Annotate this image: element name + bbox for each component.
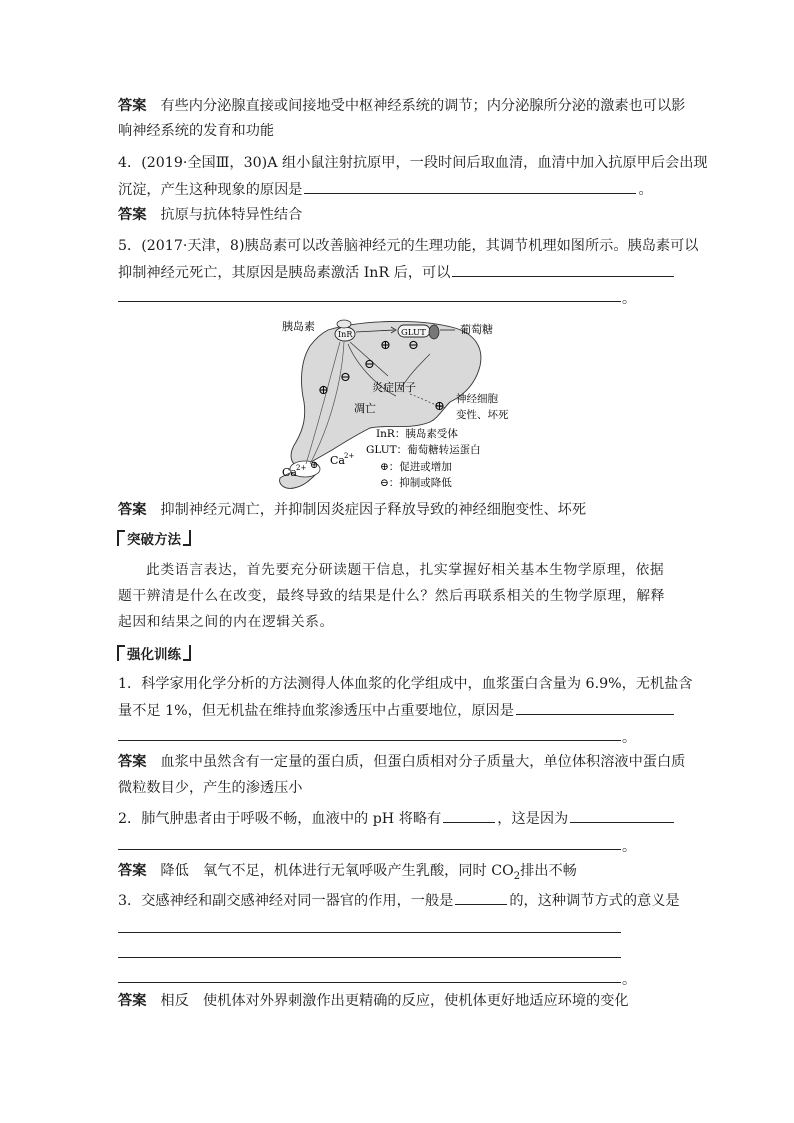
q4-end: 。 bbox=[638, 182, 653, 198]
q4-line-2 bbox=[118, 179, 653, 200]
t3-line-1 bbox=[118, 890, 680, 911]
method-heading bbox=[117, 530, 191, 549]
ca-label: Ca bbox=[282, 466, 297, 479]
t1-answer-blank-2[interactable] bbox=[118, 740, 621, 741]
ca-label-outside: Ca bbox=[330, 454, 345, 467]
minus-icon: ⊖ bbox=[340, 370, 351, 385]
training-title: 强化训练 bbox=[127, 647, 181, 663]
training-heading bbox=[117, 645, 191, 664]
t1-answer-text-2: 微粒数目少，产生的渗透压小 bbox=[118, 780, 303, 796]
prev-answer-text-1: 有些内分泌腺直接或间接地受中枢神经系统的调节；内分泌腺所分泌的激素也可以影 bbox=[160, 98, 686, 114]
q5-answer bbox=[118, 500, 586, 520]
t3-answer-a: 相反 bbox=[160, 993, 189, 1009]
q4-answer-text: 抗原与抗体特异性结合 bbox=[160, 207, 303, 223]
apoptosis-label: 凋亡 bbox=[354, 402, 376, 415]
t2-prompt-b: ，这是因为 bbox=[497, 811, 569, 827]
plus-icon: ⊕ bbox=[380, 338, 391, 353]
q4-prompt: 沉淀，产生这种现象的原因是 bbox=[118, 182, 303, 198]
plus-icon: ⊕ bbox=[310, 460, 319, 471]
t2-answer-a: 降低 bbox=[160, 863, 189, 879]
answer-tag: 答案 bbox=[118, 863, 147, 879]
t2-answer-subscript: 2 bbox=[513, 870, 521, 882]
q4-line-1: 4．(2019·全国Ⅲ，30)A 组小鼠注射抗原甲，一段时间后取血清，血清中加入抗原甲后会出现 bbox=[118, 155, 708, 171]
t2-end: 。 bbox=[622, 839, 636, 855]
prev-answer-line-1 bbox=[118, 96, 685, 116]
glut-label: GLUT bbox=[401, 328, 426, 338]
t3-answer bbox=[118, 991, 629, 1011]
t2-answer bbox=[118, 861, 577, 887]
answer-tag: 答案 bbox=[118, 993, 147, 1009]
answer-tag: 答案 bbox=[118, 754, 147, 770]
t1-end: 。 bbox=[622, 730, 636, 746]
t1-prompt: 量不足 1%，但无机盐在维持血浆渗透压中占重要地位，原因是 bbox=[118, 703, 514, 719]
plus-icon: ⊕ bbox=[318, 383, 329, 398]
insulin-label: 胰岛素 bbox=[282, 320, 315, 333]
t3-end: 。 bbox=[622, 972, 636, 988]
t2-answer-blank-1[interactable] bbox=[443, 808, 495, 823]
t3-answer-blank-1[interactable] bbox=[455, 890, 507, 905]
legend-plus: ⊕：促进或增加 bbox=[380, 461, 452, 473]
q5-prompt: 抑制神经元死亡，其原因是胰岛素激活 InR 后，可以 bbox=[118, 265, 451, 281]
answer-tag: 答案 bbox=[118, 98, 147, 114]
prev-answer-text-2: 响神经系统的发育和功能 bbox=[118, 123, 275, 139]
insulin-mechanism-diagram bbox=[270, 318, 540, 490]
q5-answer-blank-2[interactable] bbox=[118, 301, 621, 302]
method-title: 突破方法 bbox=[127, 532, 181, 548]
inr-label: InR bbox=[338, 330, 353, 339]
t2-answer-b: 氧气不足，机体进行无氧呼吸产生乳酸，同时 CO bbox=[202, 863, 514, 879]
t1-line-2 bbox=[118, 700, 676, 721]
t3-prompt-b: 的，这种调节方式的意义是 bbox=[509, 893, 680, 909]
t3-answer-blank-3[interactable] bbox=[118, 957, 621, 958]
q4-answer-blank[interactable] bbox=[304, 179, 636, 194]
neuron-label-1: 神经细胞 bbox=[456, 393, 498, 405]
t2-answer-blank-3[interactable] bbox=[118, 849, 621, 850]
insulin-molecule bbox=[337, 320, 351, 328]
q4-answer bbox=[118, 205, 302, 225]
t2-prompt-a: 2．肺气肿患者由于呼吸不畅，血液中的 pH 将略有 bbox=[118, 811, 442, 827]
plus-icon: ⊕ bbox=[434, 399, 445, 414]
glucose-label: 葡萄糖 bbox=[460, 323, 493, 336]
minus-icon: ⊖ bbox=[408, 338, 419, 353]
t3-answer-b: 使机体对外界刺激作出更精确的反应，使机体更好地适应环境的变化 bbox=[202, 993, 629, 1009]
legend-inr: InR：胰岛素受体 bbox=[376, 428, 458, 440]
t2-answer-c: 排出不畅 bbox=[520, 863, 577, 879]
minus-icon: ⊖ bbox=[364, 357, 375, 372]
legend-glut: GLUT：葡萄糖转运蛋白 bbox=[366, 444, 481, 456]
q5-line-1: 5．(2017·天津，8)胰岛素可以改善脑神经元的生理功能，其调节机理如图所示。胰岛素可以 bbox=[118, 238, 699, 254]
t3-answer-blank-4[interactable] bbox=[118, 982, 621, 983]
t3-answer-blank-2[interactable] bbox=[118, 932, 621, 933]
t1-answer-line-1 bbox=[118, 752, 685, 772]
t2-answer-blank-2[interactable] bbox=[570, 808, 674, 823]
neuron-label-2: 变性、坏死 bbox=[456, 409, 509, 421]
q5-end: 。 bbox=[622, 291, 636, 307]
inflammation-label: 炎症因子 bbox=[372, 381, 416, 394]
answer-tag: 答案 bbox=[118, 207, 147, 223]
t1-line-1: 1．科学家用化学分析的方法测得人体血浆的化学组成中，血浆蛋白含量为 6.9%，无机盐含 bbox=[118, 676, 693, 692]
method-paragraph: 此类语言表达，首先要充分研读题干信息，扎实掌握好相关基本生物学原理，依据题干辨清是什么在改变，最终导致的结果是什么？然后再联系相关的生物学原理，解释起因和结果之间的内在逻辑关系。 bbox=[118, 562, 666, 630]
t2-line-1 bbox=[118, 808, 676, 829]
q5-answer-text: 抑制神经元凋亡，并抑制因炎症因子释放导致的神经细胞变性、坏死 bbox=[160, 502, 587, 518]
t3-prompt-a: 3．交感神经和副交感神经对同一器官的作用，一般是 bbox=[118, 893, 454, 909]
ca-charge: 2+ bbox=[296, 464, 307, 472]
q5-line-2 bbox=[118, 262, 676, 283]
ca-charge-outside: 2+ bbox=[344, 452, 355, 460]
t1-answer-text-1: 血浆中虽然含有一定量的蛋白质，但蛋白质相对分子质量大，单位体积溶液中蛋白质 bbox=[160, 754, 686, 770]
q5-answer-blank-1[interactable] bbox=[452, 262, 674, 277]
legend-minus: ⊖：抑制或降低 bbox=[380, 477, 452, 489]
t1-answer-blank-1[interactable] bbox=[516, 700, 674, 715]
answer-tag: 答案 bbox=[118, 502, 147, 518]
